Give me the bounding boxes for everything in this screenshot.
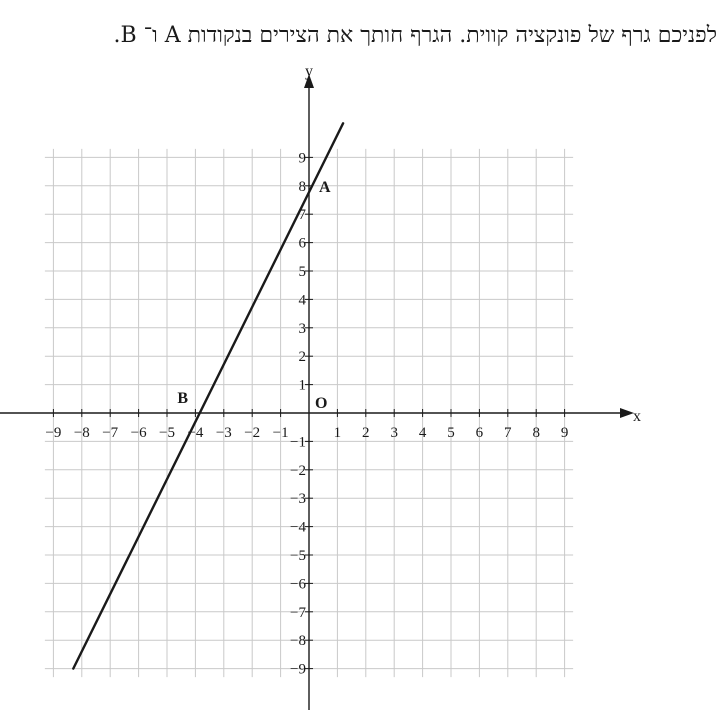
tick-labels (45, 150, 568, 677)
y-tick-label: 8 (298, 178, 306, 195)
x-tick-label: 4 (418, 425, 427, 441)
y-tick-label: −5 (290, 548, 306, 564)
y-tick-label: −8 (290, 633, 306, 650)
point-label-a: A (319, 178, 331, 196)
y-tick-label: 2 (298, 349, 306, 366)
x-tick-label: 6 (475, 425, 484, 441)
y-tick-label: 5 (298, 264, 306, 280)
axes (0, 63, 641, 710)
y-tick-label: −7 (290, 604, 306, 621)
y-tick-label: −3 (290, 491, 306, 508)
x-tick-label: −1 (272, 425, 289, 441)
x-tick-label: −3 (215, 425, 232, 441)
point-label-b: B (177, 390, 189, 407)
x-tick-label: −8 (73, 425, 90, 441)
x-tick-label: −2 (244, 425, 261, 441)
y-tick-label: 9 (298, 150, 306, 167)
y-tick-label: −1 (290, 434, 306, 451)
x-tick-label: 9 (560, 425, 569, 441)
x-axis-arrow-icon (620, 408, 634, 418)
y-tick-label: −2 (290, 462, 306, 479)
x-tick-label: 3 (390, 425, 398, 441)
x-tick-label: 1 (333, 425, 342, 441)
y-tick-label: −9 (290, 661, 306, 678)
intercept-points (177, 179, 331, 407)
y-tick-label: −6 (290, 576, 306, 593)
x-tick-label: 2 (362, 425, 370, 441)
x-tick-label: −9 (45, 425, 62, 441)
x-tick-label: −4 (187, 425, 204, 441)
origin-label: O (315, 395, 328, 412)
y-tick-label: 6 (298, 235, 306, 252)
x-tick-label: 5 (447, 425, 455, 441)
y-tick-label: −4 (290, 519, 306, 536)
x-tick-label: 8 (532, 425, 540, 441)
y-tick-label: 1 (298, 377, 306, 394)
y-axis-label: y (305, 63, 313, 80)
x-axis-label: x (633, 408, 641, 425)
problem-caption: לפניכם גרף של פונקציה קווית. הגרף חותך את הצירים בנקודות A ו־ B. (113, 23, 717, 48)
y-tick-label: 7 (298, 207, 306, 224)
x-tick-label: −7 (102, 425, 119, 441)
x-tick-label: −5 (159, 425, 175, 441)
x-tick-label: −6 (130, 425, 147, 441)
y-tick-label: 3 (298, 320, 306, 337)
y-tick-label: 4 (298, 292, 306, 309)
x-tick-label: 7 (504, 425, 512, 441)
